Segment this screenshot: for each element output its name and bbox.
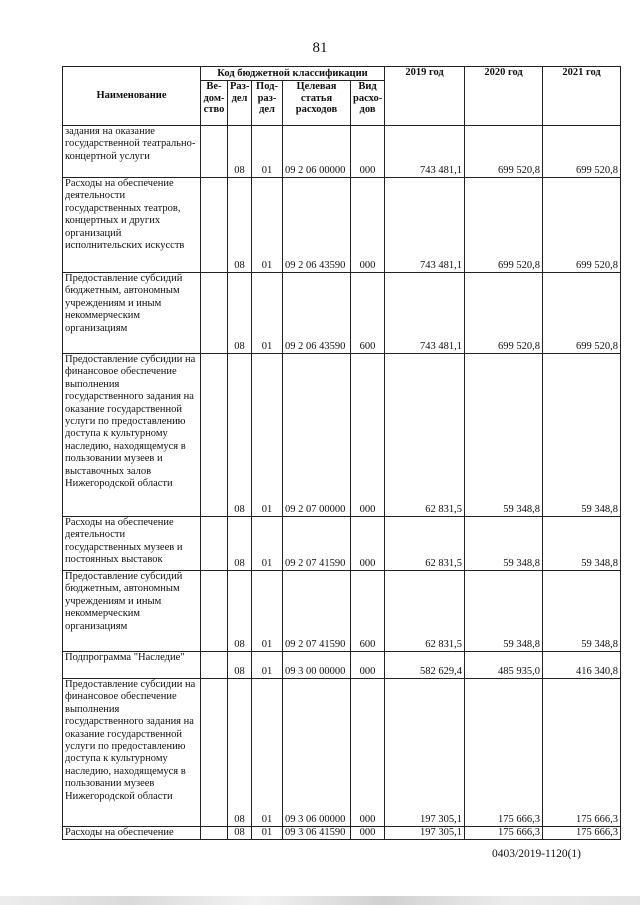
header-razdel: Раз-дел: [228, 81, 252, 126]
row-2019: 62 831,5: [385, 354, 465, 517]
header-row-1: [63, 67, 621, 81]
row-2021: 59 348,8: [543, 354, 621, 517]
row-2020: 59 348,8: [465, 517, 543, 571]
row-podrazdel: 01: [252, 571, 283, 652]
header-podrazdel: Под-раз-дел: [252, 81, 283, 126]
row-razdel: 08: [228, 571, 252, 652]
header-budget-code: Код бюджетной классификации: [201, 67, 385, 81]
row-target: 09 3 06 00000: [283, 679, 351, 827]
table-row: [63, 126, 621, 178]
row-vid: 000: [351, 652, 385, 679]
row-target: 09 3 00 00000: [283, 652, 351, 679]
row-target: 09 2 07 41590: [283, 517, 351, 571]
row-2019: 582 629,4: [385, 652, 465, 679]
row-vid: 000: [351, 354, 385, 517]
row-vid: 000: [351, 517, 385, 571]
row-2020: 699 520,8: [465, 178, 543, 273]
row-vid: 000: [351, 178, 385, 273]
row-razdel: 08: [228, 827, 252, 840]
row-2020: 59 348,8: [465, 571, 543, 652]
row-2020: 699 520,8: [465, 126, 543, 178]
row-razdel: 08: [228, 273, 252, 354]
row-2021: 699 520,8: [543, 178, 621, 273]
row-vedomstvo: [201, 571, 228, 652]
row-target: 09 2 06 00000: [283, 126, 351, 178]
row-podrazdel: 01: [252, 354, 283, 517]
row-target: 09 2 07 00000: [283, 354, 351, 517]
table-row: [63, 517, 621, 571]
row-target: 09 2 06 43590: [283, 178, 351, 273]
row-podrazdel: 01: [252, 679, 283, 827]
row-2021: 59 348,8: [543, 571, 621, 652]
row-2020: 175 666,3: [465, 679, 543, 827]
row-2021: 175 666,3: [543, 679, 621, 827]
row-vedomstvo: [201, 273, 228, 354]
page-number: 81: [312, 40, 328, 56]
row-name: Предоставление субсидий бюджетным, автономным учреждениям и иным некоммерческим организациям: [63, 273, 201, 354]
budget-table: [62, 66, 621, 840]
row-vid: 000: [351, 827, 385, 840]
row-2019: 62 831,5: [385, 517, 465, 571]
table-row: [63, 679, 621, 827]
row-2019: 62 831,5: [385, 571, 465, 652]
row-vedomstvo: [201, 679, 228, 827]
row-podrazdel: 01: [252, 517, 283, 571]
header-vid: Вид расхо-дов: [351, 81, 385, 126]
header-2019: 2019 год: [385, 67, 465, 126]
table-row: [63, 827, 621, 840]
row-vedomstvo: [201, 652, 228, 679]
row-2020: 699 520,8: [465, 273, 543, 354]
header-name: Наименование: [63, 67, 201, 126]
row-2019: 197 305,1: [385, 827, 465, 840]
row-vedomstvo: [201, 354, 228, 517]
row-2020: 59 348,8: [465, 354, 543, 517]
row-podrazdel: 01: [252, 126, 283, 178]
row-target: 09 2 06 43590: [283, 273, 351, 354]
row-vedomstvo: [201, 517, 228, 571]
row-name: Предоставление субсидии на финансовое обеспечение выполнения государственного задания на оказание государственной услуги по предоставлению доступа к культурному наследию, находящемуся в пользовании музеев и выставочных залов Нижегородской области: [63, 354, 201, 517]
row-vedomstvo: [201, 126, 228, 178]
row-2020: 485 935,0: [465, 652, 543, 679]
header-2020: 2020 год: [465, 67, 543, 126]
row-vedomstvo: [201, 827, 228, 840]
row-2019: 743 481,1: [385, 126, 465, 178]
table-row: [63, 178, 621, 273]
header-2021: 2021 год: [543, 67, 621, 126]
row-podrazdel: 01: [252, 273, 283, 354]
row-target: 09 3 06 41590: [283, 827, 351, 840]
table-row: [63, 652, 621, 679]
row-2021: 175 666,3: [543, 827, 621, 840]
row-2021: 416 340,8: [543, 652, 621, 679]
header-target: Целевая статья расходов: [283, 81, 351, 126]
row-podrazdel: 01: [252, 652, 283, 679]
table-row: [63, 273, 621, 354]
header-vedomstvo: Ве-дом-ство: [201, 81, 228, 126]
row-name: Расходы на обеспечение: [63, 827, 201, 840]
row-name: Расходы на обеспечение деятельности государственных театров, концертных и других организаций исполнительских искусств: [63, 178, 201, 273]
row-name: Предоставление субсидии на финансовое обеспечение выполнения государственного задания на оказание государственной услуги по предоставлению доступа к культурному наследию, находящемуся в пользовании музеев Нижегородской области: [63, 679, 201, 827]
document-code: 0403/2019-1120(1): [492, 848, 582, 860]
row-2019: 743 481,1: [385, 273, 465, 354]
row-name: Расходы на обеспечение деятельности государственных музеев и постоянных выставок: [63, 517, 201, 571]
row-vid: 600: [351, 571, 385, 652]
row-2021: 699 520,8: [543, 273, 621, 354]
row-razdel: 08: [228, 679, 252, 827]
row-target: 09 2 07 41590: [283, 571, 351, 652]
row-name: Подпрограмма "Наследие": [63, 652, 201, 679]
row-name: Предоставление субсидий бюджетным, автономным учреждениям и иным некоммерческим организациям: [63, 571, 201, 652]
table-row: [63, 354, 621, 517]
row-vedomstvo: [201, 178, 228, 273]
table-row: [63, 571, 621, 652]
row-2019: 197 305,1: [385, 679, 465, 827]
row-name: задания на оказание государственной театрально-концертной услуги: [63, 126, 201, 178]
row-2021: 59 348,8: [543, 517, 621, 571]
row-vid: 000: [351, 126, 385, 178]
row-podrazdel: 01: [252, 178, 283, 273]
row-vid: 000: [351, 679, 385, 827]
row-razdel: 08: [228, 517, 252, 571]
row-2021: 699 520,8: [543, 126, 621, 178]
row-vid: 600: [351, 273, 385, 354]
row-2019: 743 481,1: [385, 178, 465, 273]
row-2020: 175 666,3: [465, 827, 543, 840]
row-razdel: 08: [228, 652, 252, 679]
row-razdel: 08: [228, 178, 252, 273]
row-podrazdel: 01: [252, 827, 283, 840]
row-razdel: 08: [228, 126, 252, 178]
row-razdel: 08: [228, 354, 252, 517]
scan-artifact-strip: [0, 896, 640, 905]
